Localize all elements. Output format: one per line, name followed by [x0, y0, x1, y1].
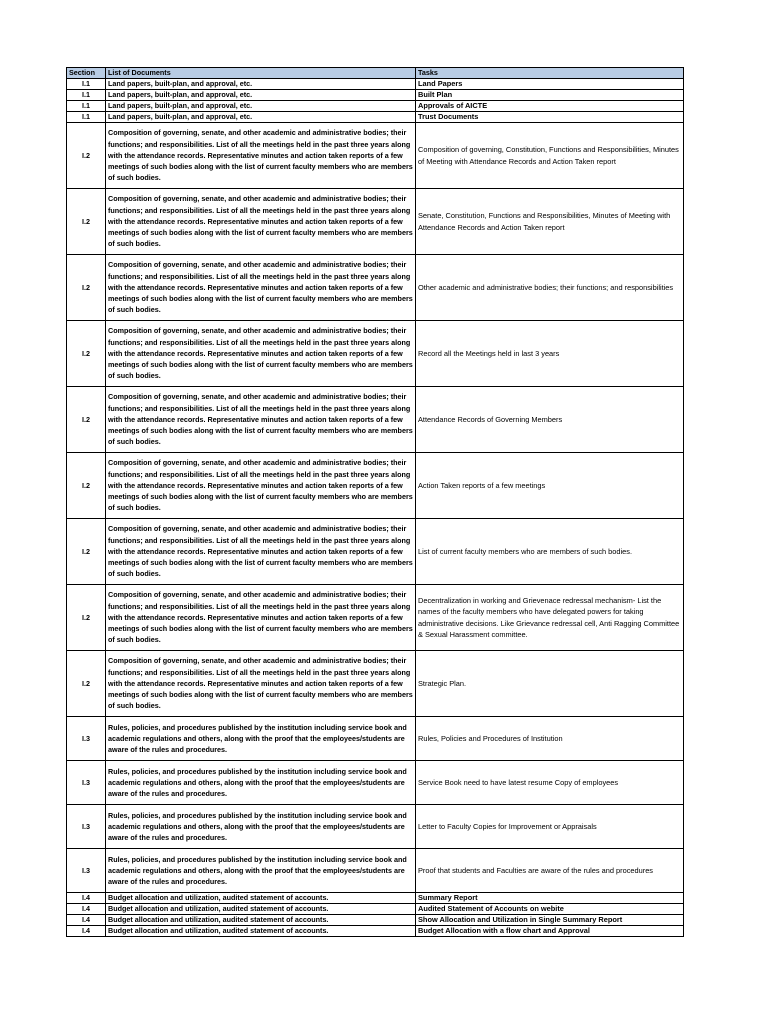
table-body	[67, 79, 684, 937]
table-row	[67, 805, 684, 849]
table-row	[67, 893, 684, 904]
table-row	[67, 849, 684, 893]
documents-cell: Rules, policies, and procedures published by the institution including service book and academic regulations and others, along with the proof that the employees/students are aware of the rules and procedures.	[106, 717, 416, 761]
documents-cell: Composition of governing, senate, and other academic and administrative bodies; their functions; and responsibilities. List of all the meetings held in the past three years along with the attendance records. Representative minutes and action taken reports of a few meetings of such bodies along with the list of current faculty members who are members of such bodies.	[106, 321, 416, 387]
documents-cell: Composition of governing, senate, and other academic and administrative bodies; their functions; and responsibilities. List of all the meetings held in the past three years along with the attendance records. Representative minutes and action taken reports of a few meetings of such bodies along with the list of current faculty members who are members of such bodies.	[106, 453, 416, 519]
tasks-cell: Approvals of AICTE	[416, 101, 684, 112]
section-cell: I.2	[67, 321, 106, 387]
table-row	[67, 101, 684, 112]
table-row	[67, 255, 684, 321]
documents-cell: Composition of governing, senate, and other academic and administrative bodies; their functions; and responsibilities. List of all the meetings held in the past three years along with the attendance records. Representative minutes and action taken reports of a few meetings of such bodies along with the list of current faculty members who are members of such bodies.	[106, 585, 416, 651]
table-row	[67, 519, 684, 585]
section-cell: I.2	[67, 387, 106, 453]
documents-cell: Budget allocation and utilization, audited statement of accounts.	[106, 915, 416, 926]
documents-cell: Composition of governing, senate, and other academic and administrative bodies; their functions; and responsibilities. List of all the meetings held in the past three years along with the attendance records. Representative minutes and action taken reports of a few meetings of such bodies along with the list of current faculty members who are members of such bodies.	[106, 189, 416, 255]
tasks-cell: Action Taken reports of a few meetings	[416, 453, 684, 519]
section-cell: I.3	[67, 849, 106, 893]
table-row	[67, 189, 684, 255]
tasks-cell: Land Papers	[416, 79, 684, 90]
table-row	[67, 453, 684, 519]
section-cell: I.2	[67, 255, 106, 321]
table-row	[67, 79, 684, 90]
documents-cell: Rules, policies, and procedures published by the institution including service book and academic regulations and others, along with the proof that the employees/students are aware of the rules and procedures.	[106, 761, 416, 805]
section-cell: I.4	[67, 915, 106, 926]
header-tasks: Tasks	[416, 68, 684, 79]
table-row	[67, 321, 684, 387]
section-cell: I.2	[67, 189, 106, 255]
tasks-cell: Summary Report	[416, 893, 684, 904]
header-row	[67, 68, 684, 79]
table-row	[67, 112, 684, 123]
documents-cell: Budget allocation and utilization, audited statement of accounts.	[106, 926, 416, 937]
tasks-cell: Composition of governing, Constitution, Functions and Responsibilities, Minutes of Meeting with Attendance Records and Action Taken report	[416, 123, 684, 189]
tasks-cell: List of current faculty members who are members of such bodies.	[416, 519, 684, 585]
table-row	[67, 915, 684, 926]
documents-cell: Rules, policies, and procedures published by the institution including service book and academic regulations and others, along with the proof that the employees/students are aware of the rules and procedures.	[106, 805, 416, 849]
header-section: Section	[67, 68, 106, 79]
documents-cell: Composition of governing, senate, and other academic and administrative bodies; their functions; and responsibilities. List of all the meetings held in the past three years along with the attendance records. Representative minutes and action taken reports of a few meetings of such bodies along with the list of current faculty members who are members of such bodies.	[106, 255, 416, 321]
section-cell: I.1	[67, 90, 106, 101]
section-cell: I.3	[67, 761, 106, 805]
documents-cell: Land papers, built-plan, and approval, etc.	[106, 90, 416, 101]
table-row	[67, 904, 684, 915]
section-cell: I.1	[67, 101, 106, 112]
documents-cell: Land papers, built-plan, and approval, etc.	[106, 112, 416, 123]
tasks-cell: Service Book need to have latest resume Copy of employees	[416, 761, 684, 805]
documents-cell: Budget allocation and utilization, audited statement of accounts.	[106, 893, 416, 904]
table-row	[67, 717, 684, 761]
documents-table	[66, 67, 684, 937]
section-cell: I.2	[67, 651, 106, 717]
tasks-cell: Other academic and administrative bodies; their functions; and responsibilities	[416, 255, 684, 321]
tasks-cell: Strategic Plan.	[416, 651, 684, 717]
section-cell: I.3	[67, 717, 106, 761]
tasks-cell: Senate, Constitution, Functions and Responsibilities, Minutes of Meeting with Attendance Records and Action Taken report	[416, 189, 684, 255]
tasks-cell: Attendance Records of Governing Members	[416, 387, 684, 453]
documents-cell: Land papers, built-plan, and approval, etc.	[106, 79, 416, 90]
tasks-cell: Proof that students and Faculties are aware of the rules and procedures	[416, 849, 684, 893]
section-cell: I.2	[67, 519, 106, 585]
documents-cell: Composition of governing, senate, and other academic and administrative bodies; their functions; and responsibilities. List of all the meetings held in the past three years along with the attendance records. Representative minutes and action taken reports of a few meetings of such bodies along with the list of current faculty members who are members of such bodies.	[106, 651, 416, 717]
tasks-cell: Rules, Policies and Procedures of Institution	[416, 717, 684, 761]
section-cell: I.2	[67, 123, 106, 189]
table-row	[67, 387, 684, 453]
table-row	[67, 761, 684, 805]
section-cell: I.2	[67, 585, 106, 651]
section-cell: I.4	[67, 926, 106, 937]
table-row	[67, 585, 684, 651]
section-cell: I.4	[67, 904, 106, 915]
documents-cell: Composition of governing, senate, and other academic and administrative bodies; their functions; and responsibilities. List of all the meetings held in the past three years along with the attendance records. Representative minutes and action taken reports of a few meetings of such bodies along with the list of current faculty members who are members of such bodies.	[106, 123, 416, 189]
tasks-cell: Audited Statement of Accounts on webite	[416, 904, 684, 915]
documents-cell: Land papers, built-plan, and approval, etc.	[106, 101, 416, 112]
tasks-cell: Built Plan	[416, 90, 684, 101]
section-cell: I.4	[67, 893, 106, 904]
table-row	[67, 123, 684, 189]
documents-cell: Composition of governing, senate, and other academic and administrative bodies; their functions; and responsibilities. List of all the meetings held in the past three years along with the attendance records. Representative minutes and action taken reports of a few meetings of such bodies along with the list of current faculty members who are members of such bodies.	[106, 519, 416, 585]
tasks-cell: Letter to Faculty Copies for Improvement or Appraisals	[416, 805, 684, 849]
section-cell: I.1	[67, 112, 106, 123]
tasks-cell: Decentralization in working and Grievenace redressal mechanism- List the names of the faculty members who have delegated powers for taking administrative decisions. Like Grievance redressal cell, Anti Ragging Committee & Sexual Harassment committee.	[416, 585, 684, 651]
documents-cell: Budget allocation and utilization, audited statement of accounts.	[106, 904, 416, 915]
table-row	[67, 651, 684, 717]
tasks-cell: Show Allocation and Utilization in Single Summary Report	[416, 915, 684, 926]
table-row	[67, 90, 684, 101]
table-row	[67, 926, 684, 937]
section-cell: I.3	[67, 805, 106, 849]
section-cell: I.2	[67, 453, 106, 519]
documents-cell: Composition of governing, senate, and other academic and administrative bodies; their functions; and responsibilities. List of all the meetings held in the past three years along with the attendance records. Representative minutes and action taken reports of a few meetings of such bodies along with the list of current faculty members who are members of such bodies.	[106, 387, 416, 453]
section-cell: I.1	[67, 79, 106, 90]
header-documents: List of Documents	[106, 68, 416, 79]
tasks-cell: Trust Documents	[416, 112, 684, 123]
documents-cell: Rules, policies, and procedures published by the institution including service book and academic regulations and others, along with the proof that the employees/students are aware of the rules and procedures.	[106, 849, 416, 893]
tasks-cell: Record all the Meetings held in last 3 years	[416, 321, 684, 387]
tasks-cell: Budget Allocation with a flow chart and Approval	[416, 926, 684, 937]
